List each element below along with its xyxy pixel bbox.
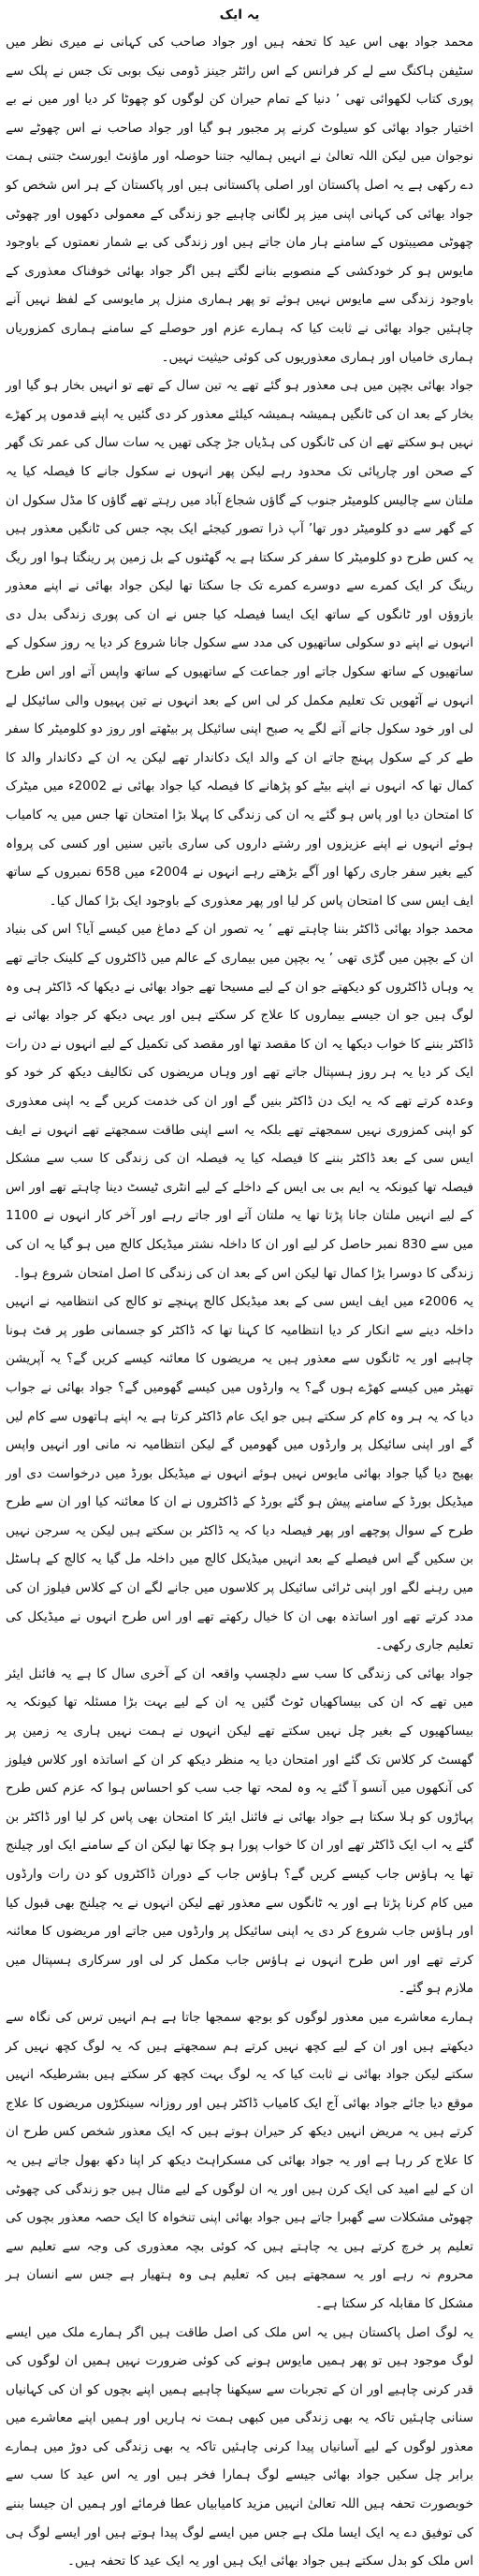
paragraph: یہ لوگ اصل پاکستان ہیں یہ اس ملک کی اصل طاقت ہیں اگر ہمارے ملک میں ایسے لوگ موجود ہیں تو پھر ہمیں مایوس ہونے کی کوئی ضرورت نہیں ہمیں ان لوگوں کی قدر کرنی چاہیے اور ان کے تجربات سے سیکھنا چاہیے ہمیں اپنے بچوں کو ان کی کہانیاں سنانی چاہئیں تاکہ یہ بھی زندگی میں کبھی ہمت نہ ہاریں اور ہمیں اپنے معاشرے میں معذور لوگوں کے لیے آسانیاں پیدا کرنی چاہئیں تاکہ یہ بھی زندگی کی دوڑ میں ہمارے برابر چل سکیں جواد بھائی جیسے لوگ ہمارا فخر ہیں اور یہ اس عید کا سب سے خوبصورت تحفہ ہیں اللہ تعالیٰ انہیں مزید کامیابیاں عطا فرمائے اور ہمیں ان جیسا بننے کی توفیق دے یہ ایک ایسا ملک ہے جس میں ایسے لوگ پیدا ہوتے ہیں اور ایسے لوگ ہی اس ملک کو بدل سکتے ہیں جواد بھائی ایک ہیں اور یہ ایک عید کا تحفہ ہیں۔: [6, 2324, 473, 2569]
paragraph: جواد بھائی بچپن میں ہی معذور ہو گئے تھے یہ تین سال کے تھے تو انہیں بخار ہو گیا اور بخار کے بعد ان کی ٹانگیں ہمیشہ ہمیشہ کیلئے معذور کر دی گئیں یہ اپنے قدموں پر کھڑے نہیں ہو سکتے تھے ان کی ٹانگوں کی ہڈیاں جڑ چکی تھیں یہ سات سال کی عمر تک گھر کے صحن اور چارپائی تک محدود رہے لیکن پھر انہوں نے سکول جانے کا فیصلہ کیا یہ ملتان سے چالیس کلومیٹر جنوب کے گاؤں شجاع آباد میں رہتے تھے گاؤں کا مڈل سکول ان کے گھر سے دو کلومیٹر دور تھا’ آپ ذرا تصور کیجئے ایک بچہ جس کی ٹانگیں معذور ہیں یہ کس طرح دو کلومیٹر کا سفر کر سکتا ہے یہ گھٹنوں کے بل زمین پر رینگتا ہوا اور ریگ رینگ کر ایک کمرے سے دوسرے کمرے تک جا سکتا تھا لیکن جواد بھائی نے اپنے معذور بازوؤں اور ٹانگوں کے ساتھ ایک ایسا فیصلہ کیا جس نے ان کی پوری زندگی بدل دی انہوں نے اپنے دو سکولی ساتھیوں کی مدد سے سکول جانا شروع کر دیا یہ روز سکول کے ساتھیوں کے ساتھ سکول جاتے اور جماعت کے ساتھیوں کے ساتھ واپس آتے اور اس طرح انہوں نے آٹھویں تک تعلیم مکمل کر لی اس کے بعد انہوں نے تین پہیوں والی سائیکل لے لی اور خود سکول جانے آنے لگے یہ صبح اپنی سائیکل پر بیٹھتے اور روز دو کلومیٹر کا سفر طے کر کے سکول پہنچ جاتے ان کے والد ایک دکاندار تھے لیکن یہ ان کے دکاندار والد کا کمال تھا کہ انہوں نے اپنے بیٹے کو پڑھانے کا فیصلہ کیا جواد بھائی نے 2002ء میں میٹرک کا امتحان دیا اور پاس ہو گئے یہ ان کی زندگی کا پہلا بڑا امتحان تھا جس میں یہ کامیاب ہوئے انہوں نے اپنے عزیزوں اور رشتے داروں کی ساری باتیں سنیں اور کسی کی پرواہ کیے بغیر سفر جاری رکھا اور آگے بڑھتے رہے انہوں نے 2004ء میں 658 نمبروں کے ساتھ ایف ایس سی کا امتحان پاس کر لیا اور پھر معذوری کے باوجود ایک بڑا کمال کیا۔: [6, 378, 474, 909]
paragraph: یہ 2006ء میں ایف ایس سی کے بعد میڈیکل کالج پہنچے تو کالج کی انتظامیہ نے انہیں داخلہ دینے سے انکار کر دیا انتظامیہ کا کہنا تھا کہ ڈاکٹر کو جسمانی طور پر فٹ ہونا چاہیے اور یہ ٹانگوں سے معذور ہیں یہ مریضوں کا معائنہ کیسے کریں گے؟ یہ آپریشن تھیٹر میں کیسے کھڑے ہوں گے؟ یہ وارڈوں میں کیسے گھومیں گے؟ جواد بھائی نے جواب دیا کہ یہ ہر وہ کام کر سکتے ہیں جو ایک عام ڈاکٹر کرتا ہے یہ اپنے ہاتھوں سے کام لیں گے اور اپنی سائیکل پر وارڈوں میں گھومیں گے لیکن انتظامیہ نہ مانی اور انہیں واپس بھیج دیا گیا جواد بھائی مایوس نہیں ہوئے انہوں نے میڈیکل بورڈ میں درخواست دی اور میڈیکل بورڈ کے سامنے پیش ہو گئے بورڈ کے ڈاکٹروں نے ان کا معائنہ کیا اور ان سے طرح طرح کے سوال پوچھے اور پھر فیصلہ دیا کہ یہ ڈاکٹر بن سکتے ہیں لیکن یہ سرجن نہیں بن سکیں گے اس فیصلے کے بعد انہیں میڈیکل کالج میں داخلہ مل گیا یہ کالج کے ہاسٹل میں رہنے لگے اور اپنی ٹرائی سائیکل پر کلاسوں میں جانے لگے ان کے کلاس فیلوز ان کی مدد کرتے تھے اور اساتذہ بھی ان کا خیال رکھتے تھے اور اس طرح انہوں نے میڈیکل کی تعلیم جاری رکھی۔: [6, 1294, 473, 1653]
paragraph: محمد جواد بھائی ڈاکٹر بننا چاہتے تھے ’ یہ تصور ان کے دماغ میں کیسے آیا؟ اس کی بنیاد ان کے بچپن میں گڑی تھی ’ یہ بچپن میں بیماری کے عالم میں ڈاکٹروں کے کلینک جاتے تھے یہ وہاں ڈاکٹروں کو دیکھتے جو ان کے لیے مسیحا تھے جواد بھائی نے دیکھا کہ ڈاکٹر ہی وہ لوگ ہیں جو ان جیسے بیماروں کا علاج کر سکتے ہیں اور یہی دیکھ کر جواد بھائی نے ڈاکٹر بننے کا خواب دیکھا یہ ان کا مقصد تھا اور مقصد کی تکمیل کے لیے انہوں نے دن رات ایک کر دیا یہ ہر روز ہسپتال جاتے تھے اور وہاں مریضوں کی تکالیف دیکھ کر خود کو وعدہ کرتے تھے کہ یہ ایک دن ڈاکٹر بنیں گے اور ان کی خدمت کریں گے یہ اپنی معذوری کو اپنی کمزوری نہیں سمجھتے تھے بلکہ یہ اسے اپنی طاقت سمجھتے تھے انہوں نے ایف ایس سی کے بعد ڈاکٹر بننے کا فیصلہ کیا یہ فیصلہ ان کی زندگی کا سب سے مشکل فیصلہ تھا کیونکہ یہ ایم بی بی ایس کے داخلے کے لیے انٹری ٹیسٹ دینا چاہتے تھے اور اس کے لیے انہیں ملتان جانا پڑتا تھا یہ ملتان آتے اور جاتے رہے اور آخر کار انہوں نے 1100 میں سے 830 نمبر حاصل کر لیے اور ان کا داخلہ نشتر میڈیکل کالج میں ہو گیا یہ ان کی زندگی کا دوسرا بڑا کمال تھا لیکن اس کے بعد ان کی زندگی کا اصل امتحان شروع ہوا۔: [6, 922, 473, 1281]
paragraph: محمد جواد بھی اس عید کا تحفہ ہیں اور جواد صاحب کی کہانی نے میری نظر میں سٹیفن ہاکنگ سے لے کر فرانس کے اس رائٹر جینز ڈومی نیک بوبی تک جس نے پلک سے پوری کتاب لکھوائی تھی ’ دنیا کے تمام حیران کن لوگوں کو چھوٹا کر دیا اور میں نے بے اختیار جواد بھائی کو سیلوٹ کرنے پر مجبور ہو گیا اور جواد صاحب نے اس چھوٹے سے نوجوان میں لیکن اللہ تعالیٰ نے انہیں ہمالیہ جتنا حوصلہ اور ماؤنٹ ایورسٹ جتنی ہمت دے رکھی ہے یہ اصل پاکستان اور اصلی پاکستانی ہیں اور پاکستان کے ہر اس شخص کو جواد بھائی کی کہانی اپنی میز پر لگانی چاہیے جو زندگی کے معمولی دکھوں اور چھوٹی چھوٹی مصیبتوں کے سامنے ہار مان جاتے ہیں اور زندگی کی بے شمار نعمتوں کے باوجود مایوس ہو کر خودکشی کے منصوبے بنانے لگتے ہیں اگر جواد بھائی خوفناک معذوری کے باوجود زندگی سے مایوس نہیں ہوئے تو پھر ہماری منزل پر مایوسی کے لفظ نہیں آنے چاہئیں جواد بھائی نے ثابت کیا کہ ہمارے عزم اور حوصلے کے سامنے ہماری کمزوریاں ہماری خامیاں اور ہماری معذوریوں کی کوئی حیثیت نہیں۔: [6, 35, 473, 365]
column-title: یہ ایک: [219, 7, 260, 22]
paragraph: جواد بھائی کی زندگی کا سب سے دلچسپ واقعہ ان کے آخری سال کا ہے یہ فائنل ایئر میں تھے کہ ان کی بیساکھیاں ٹوٹ گئیں یہ ان کے لیے بہت بڑا مسئلہ تھا کیونکہ یہ بیساکھیوں کے بغیر چل نہیں سکتے تھے لیکن انہوں نے ہمت نہیں ہاری یہ زمین پر گھسٹ کر کلاس تک گئے اور امتحان دیا یہ منظر دیکھ کر ان کے اساتذہ اور کلاس فیلوز کی آنکھوں میں آنسو آ گئے یہ وہ لمحہ تھا جب سب کو احساس ہوا کہ عزم کس طرح پہاڑوں کو ہلا سکتا ہے جواد بھائی نے فائنل ایئر کا امتحان بھی پاس کر لیا اور ڈاکٹر بن گئے یہ اب ایک ڈاکٹر تھے اور ان کا خواب پورا ہو چکا تھا لیکن ان کے سامنے ایک اور چیلنج تھا یہ ہاؤس جاب کیسے کریں گے؟ ہاؤس جاب کے دوران ڈاکٹروں کو دن رات وارڈوں میں کام کرنا پڑتا ہے اور یہ ٹانگوں سے معذور تھے لیکن انہوں نے یہ چیلنج بھی قبول کیا اور ہاؤس جاب شروع کر دی یہ اپنی سائیکل پر وارڈوں میں جاتے اور مریضوں کا معائنہ کرتے تھے اور اس طرح انہوں نے ہاؤس جاب مکمل کر لی اور سرکاری ہسپتال میں ملازم ہو گئے۔: [6, 1666, 473, 1997]
paragraph: ہمارے معاشرے میں معذور لوگوں کو بوجھ سمجھا جاتا ہے ہم انہیں ترس کی نگاہ سے دیکھتے ہیں اور ان کے لیے کچھ نہیں کرتے ہم سمجھتے ہیں کہ یہ لوگ کچھ نہیں کر سکتے لیکن جواد بھائی نے ثابت کیا کہ یہ لوگ بہت کچھ کر سکتے ہیں بشرطیکہ انہیں موقع دیا جائے جواد بھائی آج ایک کامیاب ڈاکٹر ہیں اور روزانہ سینکڑوں مریضوں کا علاج کرتے ہیں یہ مریض انہیں دیکھ کر حیران ہوتے ہیں کہ ایک معذور شخص کس طرح ان کا علاج کر رہا ہے اور یہ جواد بھائی کی مسکراہٹ دیکھ کر اپنا دکھ بھول جاتے ہیں یہ ان کے لیے امید کی ایک کرن ہیں اور یہ ان لوگوں کے لیے مثال ہیں جو زندگی کی چھوٹی چھوٹی مشکلات سے گھبرا جاتے ہیں جواد بھائی اپنی تنخواہ کا ایک حصہ معذور بچوں کی تعلیم پر خرچ کرتے ہیں یہ چاہتے ہیں کہ کوئی بچہ معذوری کی وجہ سے تعلیم سے محروم نہ رہے اور یہ سمجھتے ہیں کہ تعلیم ہی وہ ہتھیار ہے جس سے انسان ہر مشکل کا مقابلہ کر سکتا ہے۔: [6, 2009, 473, 2311]
